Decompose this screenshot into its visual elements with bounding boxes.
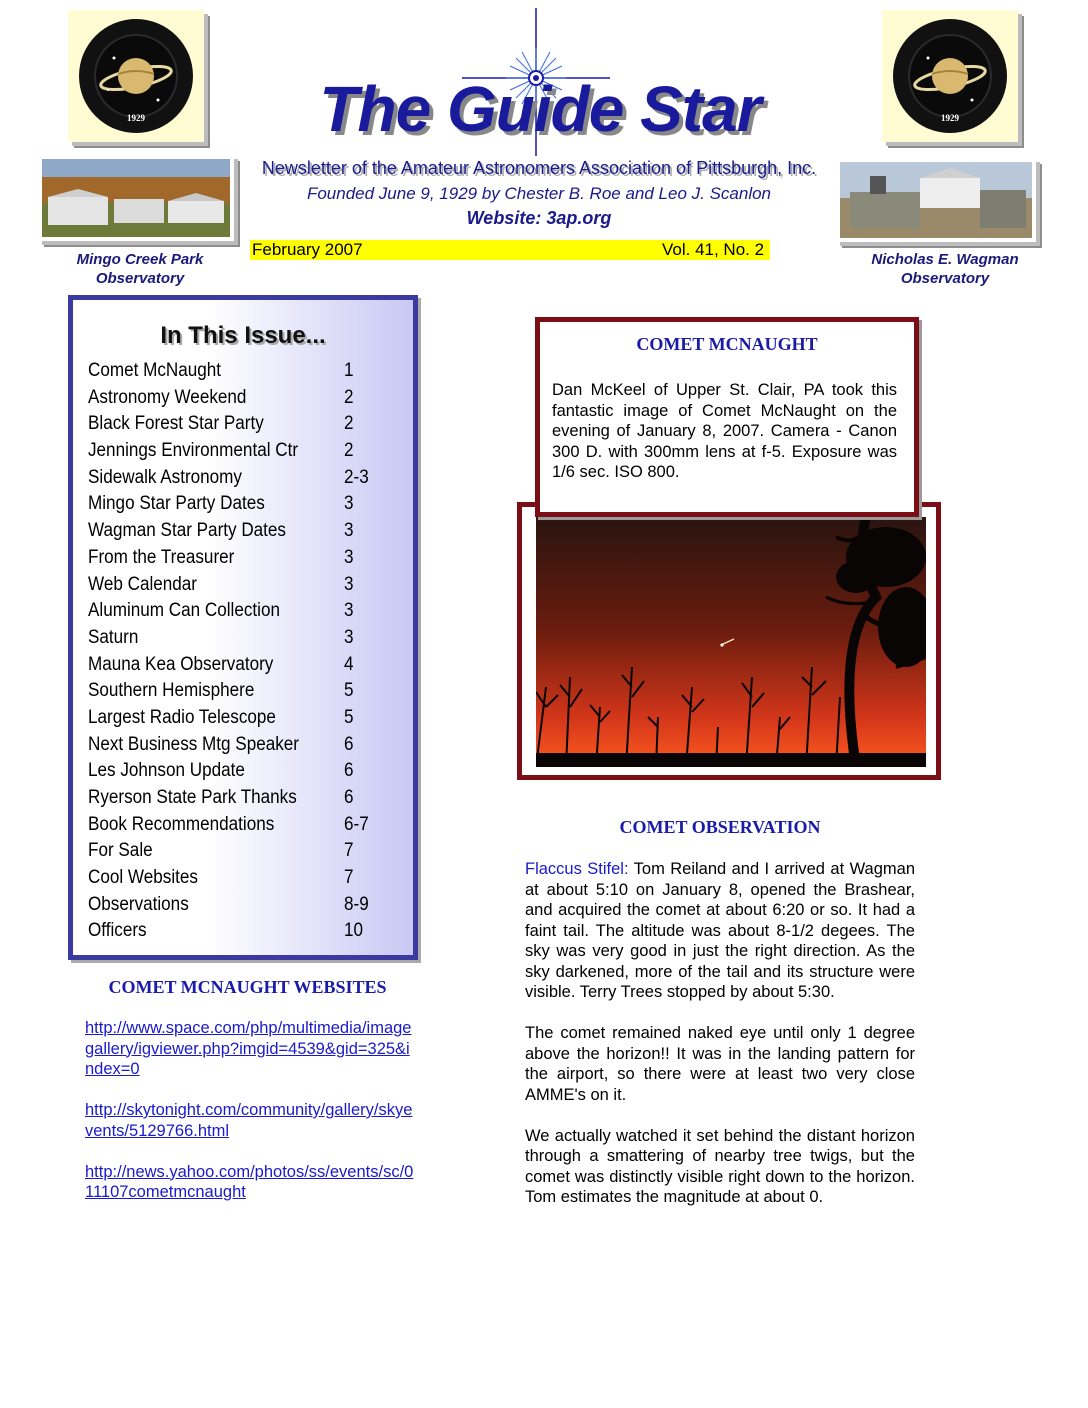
websites-links — [85, 1018, 415, 1223]
toc-item — [88, 787, 398, 814]
wagman-caption — [840, 250, 1050, 288]
comet-photo-frame — [517, 502, 941, 780]
toc-item — [88, 520, 398, 547]
toc-item — [88, 760, 398, 787]
toc-item-title: Web Calendar — [88, 573, 197, 595]
observation-heading: COMET OBSERVATION — [619, 817, 821, 837]
comet-photo — [536, 517, 926, 767]
toc-item-title: For Sale — [88, 840, 153, 862]
toc-item-page: 2 — [344, 386, 354, 408]
observation-p1-text: Tom Reiland and I arrived at Wagman at about 5:10 on January 8, opened the Brashear, and acquired the comet at about 6:20 or so. It had a faint tail. The altitude was about 8-1/2 degees. The sky was very good in just the right direction. As the sky darkened, more of the tail and its structure were visible. Terry Trees stopped by about 5:30. — [525, 860, 915, 1001]
mingo-observatory-photo — [38, 155, 234, 241]
seal-year-left: 1929 — [127, 113, 145, 123]
right-seal-logo — [882, 10, 1018, 142]
toc-item-title: Largest Radio Telescope — [88, 706, 276, 728]
toc-item-title: Comet McNaught — [88, 360, 222, 381]
toc-item-page: 4 — [344, 653, 354, 675]
toc-item-title: Book Recommendations — [88, 813, 275, 835]
toc-item-title: Ryerson State Park Thanks — [88, 787, 297, 808]
founded-line: Founded June 9, 1929 by Chester B. Roe and Leo J. Scanlon — [306, 184, 772, 203]
toc-item-page: 3 — [344, 493, 354, 515]
website-link-skytonight[interactable]: http://skytonight.com/community/gallery/skyevents/5129766.html — [85, 1101, 413, 1140]
toc-item-title: Sidewalk Astronomy — [88, 466, 242, 488]
toc-item-title: Black Forest Star Party — [88, 413, 264, 435]
toc-item-page: 2 — [344, 440, 354, 462]
toc-item-page: 6 — [344, 760, 354, 782]
toc-item-page: 2-3 — [344, 466, 369, 488]
issue-volume: Vol. 41, No. 2 — [662, 240, 765, 259]
toc-title: In This Issue... — [160, 322, 326, 349]
toc-item — [88, 814, 398, 841]
mingo-caption — [40, 250, 240, 288]
toc-item-page: 5 — [344, 706, 354, 728]
toc-item — [88, 467, 398, 494]
website-line: Website: 3ap.org — [466, 208, 612, 228]
websites-heading: COMET MCNAUGHT WEBSITES — [108, 977, 387, 997]
toc-item — [88, 547, 398, 574]
toc-item — [88, 707, 398, 734]
comet-mcnaught-box — [535, 317, 919, 517]
observatory-image — [840, 162, 1032, 238]
toc-item-title: Jennings Environmental Ctr — [88, 440, 299, 462]
toc-item — [88, 734, 398, 761]
observation-article — [525, 859, 915, 1228]
toc-item-title: Officers — [88, 920, 147, 942]
toc-item-title: Saturn — [88, 626, 139, 648]
website-link-space[interactable]: http://www.space.com/php/multimedia/imagegallery/igviewer.php?imgid=4539&gid=325&index=0 — [85, 1019, 412, 1078]
toc-item — [88, 413, 398, 440]
toc-item — [88, 360, 398, 387]
toc-item-page: 10 — [344, 920, 364, 942]
toc-item — [88, 680, 398, 707]
toc-item — [88, 574, 398, 601]
saturn-seal-icon — [78, 18, 194, 134]
toc-item-title: Mingo Star Party Dates — [88, 493, 265, 515]
toc-item-title: Cool Websites — [88, 867, 198, 889]
wagman-observatory-photo — [836, 158, 1036, 242]
toc-item-page: 6 — [344, 787, 354, 808]
toc-item-page: 3 — [344, 600, 354, 622]
toc-item-page: 3 — [344, 546, 354, 568]
website-link-yahoo[interactable]: http://news.yahoo.com/photos/ss/events/sc/011107cometmcnaught — [85, 1162, 414, 1201]
toc-item — [88, 627, 398, 654]
comet-box-heading: COMET MCNAUGHT — [636, 334, 818, 354]
toc-item-page: 8-9 — [344, 893, 369, 915]
newsletter-subtitle: Newsletter of the Amateur Astronomers Association of Pittsburgh, Inc. — [261, 158, 817, 178]
seal-year-right: 1929 — [941, 113, 959, 123]
toc-item-title: Observations — [88, 893, 189, 915]
toc-item-page: 5 — [344, 680, 354, 702]
toc-item — [88, 894, 398, 921]
observation-paragraph-3: We actually watched it set behind the distant horizon through a smattering of nearby tree twigs, but the comet was distinctly visible right down to the horizon. Tom estimates the magnitude at about 0. — [525, 1126, 915, 1206]
wagman-caption-line1: Nicholas E. Wagman — [871, 251, 1019, 268]
toc-item-title: Next Business Mtg Speaker — [88, 733, 300, 755]
toc-item-page: 6 — [344, 733, 354, 755]
left-seal-logo — [68, 10, 204, 142]
toc-item — [88, 493, 398, 520]
toc-item — [88, 387, 398, 414]
toc-item-page: 3 — [344, 520, 354, 542]
wagman-caption-line2: Observatory — [900, 270, 990, 287]
toc-item-title: From the Treasurer — [88, 546, 235, 568]
toc-item — [88, 654, 398, 681]
toc-item-title: Aluminum Can Collection — [88, 600, 280, 622]
toc-item-title: Mauna Kea Observatory — [88, 653, 274, 675]
toc-item-page: 3 — [344, 573, 354, 595]
toc-item — [88, 840, 398, 867]
observation-paragraph-2: The comet remained naked eye until only 1 degree above the horizon!! It was in the landing pattern for the airport, so there were at least two very close AMME's on it. — [525, 1024, 915, 1104]
toc-item-page: 3 — [344, 626, 354, 648]
toc-item-title: Southern Hemisphere — [88, 680, 255, 702]
toc-item-title: Les Johnson Update — [88, 760, 245, 782]
toc-item-page: 2 — [344, 413, 354, 435]
toc-item — [88, 920, 398, 947]
issue-date-bar — [250, 240, 770, 260]
mingo-caption-line2: Observatory — [95, 270, 185, 287]
toc-item-page: 6-7 — [344, 813, 369, 835]
toc-item-page: 1 — [344, 360, 354, 381]
toc-item-title: Astronomy Weekend — [88, 386, 247, 408]
comet-box-body: Dan McKeel of Upper St. Clair, PA took this fantastic image of Comet McNaught on the evening of January 8, 2007. Camera - Canon 300 D. with 300mm lens at f-5. Exposure was 1/6 sec. ISO 800. — [552, 381, 897, 481]
newsletter-title: The Guide Star — [319, 73, 761, 145]
toc-item-page: 7 — [344, 867, 354, 889]
toc-item — [88, 600, 398, 627]
issue-date: February 2007 — [252, 240, 363, 259]
saturn-seal-icon — [892, 18, 1008, 134]
mingo-caption-line1: Mingo Creek Park — [76, 251, 204, 268]
toc-item-page: 7 — [344, 840, 354, 862]
toc-item-title: Wagman Star Party Dates — [88, 520, 286, 542]
observation-paragraph-1 — [525, 859, 915, 1003]
observation-author: Flaccus Stifel: — [525, 860, 629, 878]
observatory-image — [42, 159, 230, 237]
toc-item — [88, 867, 398, 894]
toc-item — [88, 440, 398, 467]
table-of-contents — [68, 295, 418, 960]
toc-list — [88, 360, 398, 947]
